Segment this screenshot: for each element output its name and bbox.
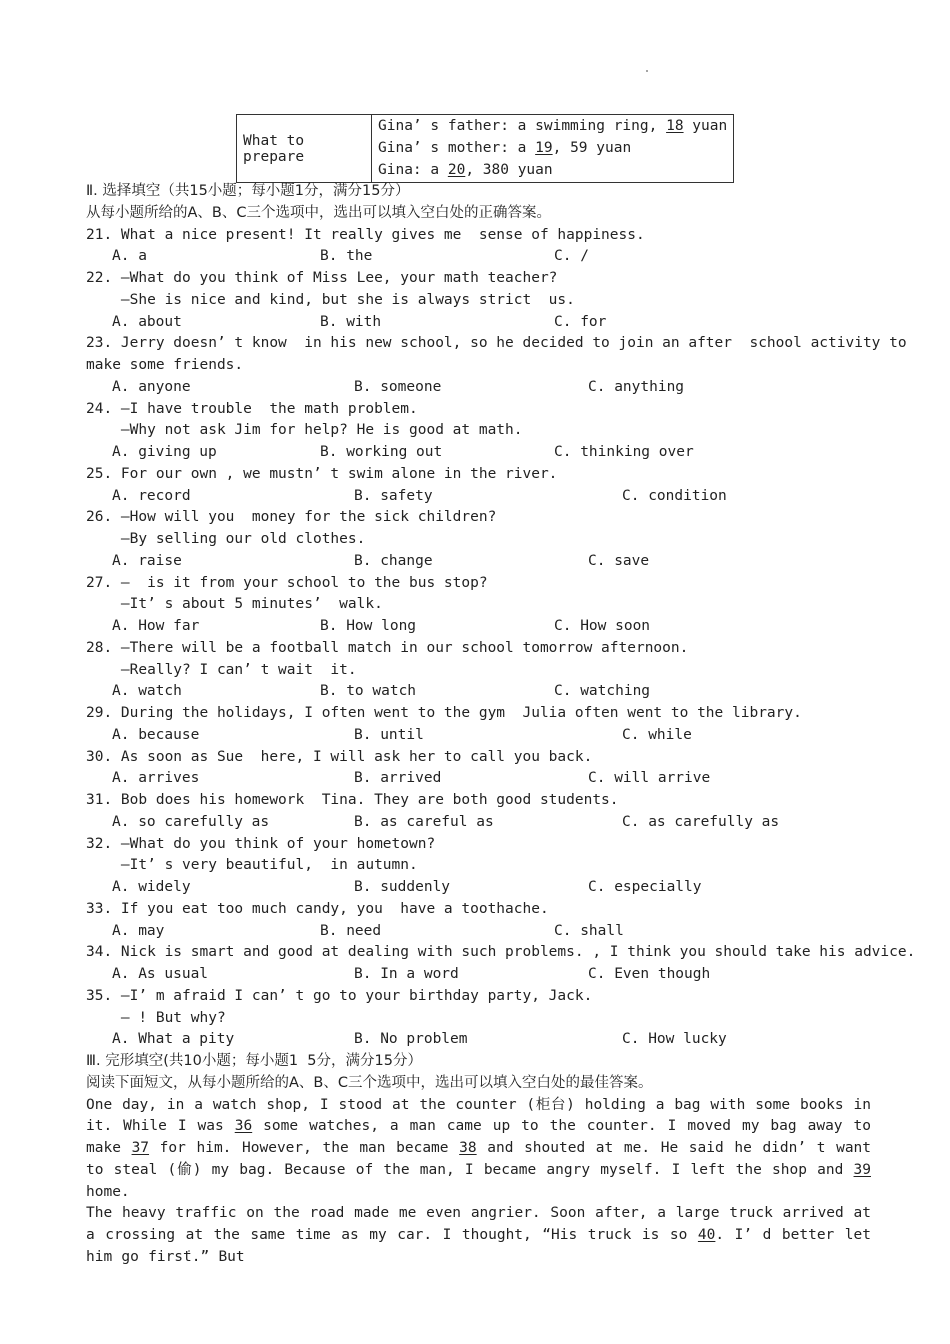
blank-number: 40 bbox=[697, 1227, 716, 1243]
answer-option[interactable]: B. arrived bbox=[354, 770, 442, 787]
answer-options bbox=[86, 921, 871, 943]
answer-options bbox=[86, 681, 871, 703]
question-text: —Why not ask Jim for help? He is good at math. bbox=[86, 422, 523, 439]
answer-option[interactable]: B. someone bbox=[354, 378, 442, 395]
question-list bbox=[86, 225, 916, 1052]
question-text: — ! But why? bbox=[86, 1009, 226, 1026]
question-text: 21. What a nice present! It really gives me sense of happiness. bbox=[86, 226, 645, 243]
row-text: Gina’ s father: a swimming ring, bbox=[378, 118, 667, 134]
section-2-title: Ⅱ. 选择填空（共15小题；每小题1分，满分15分） bbox=[86, 183, 410, 199]
blank-number: 38 bbox=[459, 1140, 477, 1156]
question-item bbox=[86, 333, 907, 398]
table-row bbox=[378, 116, 727, 138]
question-text: 35. —I’ m afraid I can’ t go to your birthday party, Jack. bbox=[86, 987, 593, 1004]
answer-option[interactable]: B. working out bbox=[320, 444, 443, 460]
question-text: 27. — is it from your school to the bus stop? bbox=[86, 574, 488, 591]
answer-option[interactable]: B. No problem bbox=[354, 1031, 468, 1048]
answer-option[interactable]: A. because bbox=[112, 726, 200, 743]
answer-option[interactable]: B. suddenly bbox=[354, 879, 451, 895]
answer-option[interactable]: A. so carefully as bbox=[112, 813, 270, 830]
answer-option[interactable]: C. thinking over bbox=[554, 444, 694, 460]
preparation-table bbox=[236, 114, 734, 183]
question-text: 31. Bob does his homework Tina. They are both good students. bbox=[86, 792, 619, 808]
answer-option[interactable]: B. to watch bbox=[320, 683, 417, 700]
blank-number: 18 bbox=[666, 118, 684, 134]
answer-options bbox=[86, 768, 871, 790]
answer-option[interactable]: C. How soon bbox=[554, 618, 651, 634]
question-text: —By selling our old clothes. bbox=[86, 531, 366, 547]
blank-number: 20 bbox=[447, 161, 466, 178]
section-3-instruction: 阅读下面短文，从每小题所给的A、B、C三个选项中，选出可以填入空白处的最佳答案。 bbox=[86, 1074, 653, 1091]
question-text: 26. —How will you money for the sick children? bbox=[86, 509, 497, 526]
answer-option[interactable]: A. raise bbox=[112, 552, 182, 569]
answer-option[interactable]: A. may bbox=[112, 922, 165, 939]
answer-option[interactable]: B. How long bbox=[320, 618, 417, 634]
table-row bbox=[378, 160, 727, 182]
question-item bbox=[86, 703, 871, 747]
row-text: Gina: a bbox=[378, 161, 448, 178]
question-text: 28. —There will be a football match in our school tomorrow afternoon. bbox=[86, 639, 689, 656]
answer-option[interactable]: C. for bbox=[554, 313, 607, 330]
answer-options bbox=[86, 616, 871, 638]
answer-option[interactable]: C. while bbox=[622, 726, 692, 743]
answer-options bbox=[86, 1029, 871, 1051]
paragraph-text: for him. However, the man became bbox=[149, 1140, 460, 1156]
row-text: , 380 yuan bbox=[465, 161, 553, 178]
answer-option[interactable]: A. How far bbox=[112, 618, 200, 634]
paragraph-text: and shouted at me. He said he didn’ t want to steal (偷) my bag. Because of the man, I became angry myself. I left the shop and bbox=[86, 1140, 872, 1178]
answer-option[interactable]: B. with bbox=[320, 313, 382, 330]
answer-option[interactable]: C. shall bbox=[554, 922, 624, 939]
answer-option[interactable]: C. / bbox=[554, 248, 589, 265]
answer-option[interactable]: C. watching bbox=[554, 683, 651, 700]
question-item bbox=[86, 464, 871, 508]
row-text: yuan bbox=[683, 118, 728, 134]
question-item bbox=[86, 899, 871, 943]
question-text: —It’ s about 5 minutes’ walk. bbox=[86, 596, 383, 613]
answer-option[interactable]: B. change bbox=[354, 552, 433, 569]
question-item bbox=[86, 986, 871, 1051]
answer-options bbox=[86, 442, 871, 464]
question-item bbox=[86, 507, 871, 572]
answer-option[interactable]: C. will arrive bbox=[588, 770, 711, 787]
answer-option[interactable]: A. a bbox=[112, 248, 147, 265]
paragraph-text: . I’ d better let him go first.” But bbox=[86, 1227, 872, 1265]
section-2-instruction: 从每小题所给的A、B、C三个选项中，选出可以填入空白处的正确答案。 bbox=[86, 204, 551, 221]
paragraph-text: One day, in a watch shop, I stood at the counter (柜台) holding a bag with some books in it. While I was bbox=[86, 1096, 871, 1135]
answer-option[interactable]: C. anything bbox=[588, 378, 685, 395]
answer-option[interactable]: B. until bbox=[354, 726, 424, 743]
paragraph-text: The heavy traffic on the road made me even angrier. Soon after, a large truck arrived at a crossing at the same time as my car. I thought, “His truck is so bbox=[86, 1205, 871, 1243]
answer-options bbox=[86, 877, 871, 899]
question-text: —Really? I can’ t wait it. bbox=[86, 661, 357, 678]
answer-option[interactable]: A. record bbox=[112, 487, 191, 504]
cloze-paragraph-1 bbox=[86, 1095, 871, 1204]
paragraph-text: some watches, a man came up to the counter. I moved my bag away to make bbox=[86, 1118, 871, 1156]
question-text: 22. —What do you think of Miss Lee, your math teacher? bbox=[86, 270, 558, 286]
question-text: 23. Jerry doesn’ t know in his new school, so he decided to join an after school activity to bbox=[86, 335, 907, 352]
answer-option[interactable]: B. safety bbox=[354, 487, 433, 504]
table-items-cell bbox=[372, 115, 734, 183]
question-text: —She is nice and kind, but she is always strict us. bbox=[86, 291, 575, 308]
answer-option[interactable]: C. How lucky bbox=[622, 1031, 727, 1048]
answer-option[interactable]: A. about bbox=[112, 313, 182, 330]
question-item bbox=[86, 790, 871, 834]
question-item bbox=[86, 225, 871, 269]
cloze-paragraph-2 bbox=[86, 1203, 871, 1268]
question-item bbox=[86, 747, 871, 791]
blank-number: 37 bbox=[131, 1140, 150, 1156]
question-text: 29. During the holidays, I often went to the gym Julia often went to the library. bbox=[86, 705, 802, 721]
answer-options bbox=[86, 486, 871, 508]
question-item bbox=[86, 399, 871, 464]
answer-options bbox=[86, 551, 871, 573]
question-text: 24. —I have trouble the math problem. bbox=[86, 400, 418, 417]
answer-option[interactable]: A. watch bbox=[112, 683, 182, 700]
answer-option[interactable]: A. anyone bbox=[112, 378, 191, 395]
section-3-title: Ⅲ. 完形填空(共10小题；每小题1 5分，满分15分） bbox=[86, 1053, 422, 1069]
answer-option[interactable]: B. In a word bbox=[354, 966, 459, 982]
question-item bbox=[86, 834, 871, 899]
row-text: , 59 yuan bbox=[552, 139, 632, 156]
exam-content bbox=[86, 181, 916, 1269]
question-item bbox=[86, 638, 871, 703]
answer-option[interactable]: C. Even though bbox=[588, 966, 711, 982]
question-item bbox=[86, 942, 916, 986]
answer-options bbox=[86, 725, 871, 747]
answer-option[interactable]: B. the bbox=[320, 248, 373, 265]
answer-option[interactable]: A. arrives bbox=[112, 770, 200, 787]
row-text: Gina’ s mother: a bbox=[378, 139, 536, 156]
answer-option[interactable]: C. save bbox=[588, 552, 650, 569]
question-text: 33. If you eat too much candy, you have a toothache. bbox=[86, 900, 549, 917]
answer-option[interactable]: A. What a pity bbox=[112, 1031, 235, 1048]
question-text: —It’ s very beautiful, in autumn. bbox=[86, 857, 418, 874]
answer-options bbox=[86, 246, 871, 268]
question-text: 32. —What do you think of your hometown? bbox=[86, 835, 436, 852]
answer-option[interactable]: C. condition bbox=[622, 487, 727, 504]
answer-option[interactable]: A. giving up bbox=[112, 444, 217, 460]
question-text: 34. Nick is smart and good at dealing with such problems. , I think you should take his advice. bbox=[86, 944, 916, 961]
answer-options bbox=[86, 964, 871, 986]
question-text: make some friends. bbox=[86, 357, 244, 373]
table-row bbox=[378, 138, 727, 160]
question-text: 25. For our own , we mustn’ t swim alone in the river. bbox=[86, 465, 558, 482]
answer-options bbox=[86, 377, 871, 399]
answer-options bbox=[86, 312, 871, 334]
answer-option[interactable]: A. As usual bbox=[112, 966, 209, 982]
answer-option[interactable]: A. widely bbox=[112, 879, 191, 895]
answer-option[interactable]: B. need bbox=[320, 922, 382, 939]
question-text: 30. As soon as Sue here, I will ask her to call you back. bbox=[86, 748, 593, 765]
blank-number: 19 bbox=[535, 139, 553, 156]
question-item bbox=[86, 268, 871, 333]
question-item bbox=[86, 573, 871, 638]
table-header-cell: What to prepare bbox=[237, 115, 372, 183]
scan-speck bbox=[646, 70, 648, 72]
answer-option[interactable]: C. as carefully as bbox=[622, 813, 780, 830]
blank-number: 39 bbox=[853, 1161, 871, 1178]
answer-options bbox=[86, 812, 871, 834]
answer-option[interactable]: B. as careful as bbox=[354, 813, 494, 830]
paragraph-text: home. bbox=[86, 1183, 130, 1200]
blank-number: 36 bbox=[234, 1118, 253, 1135]
answer-option[interactable]: C. especially bbox=[588, 879, 702, 895]
